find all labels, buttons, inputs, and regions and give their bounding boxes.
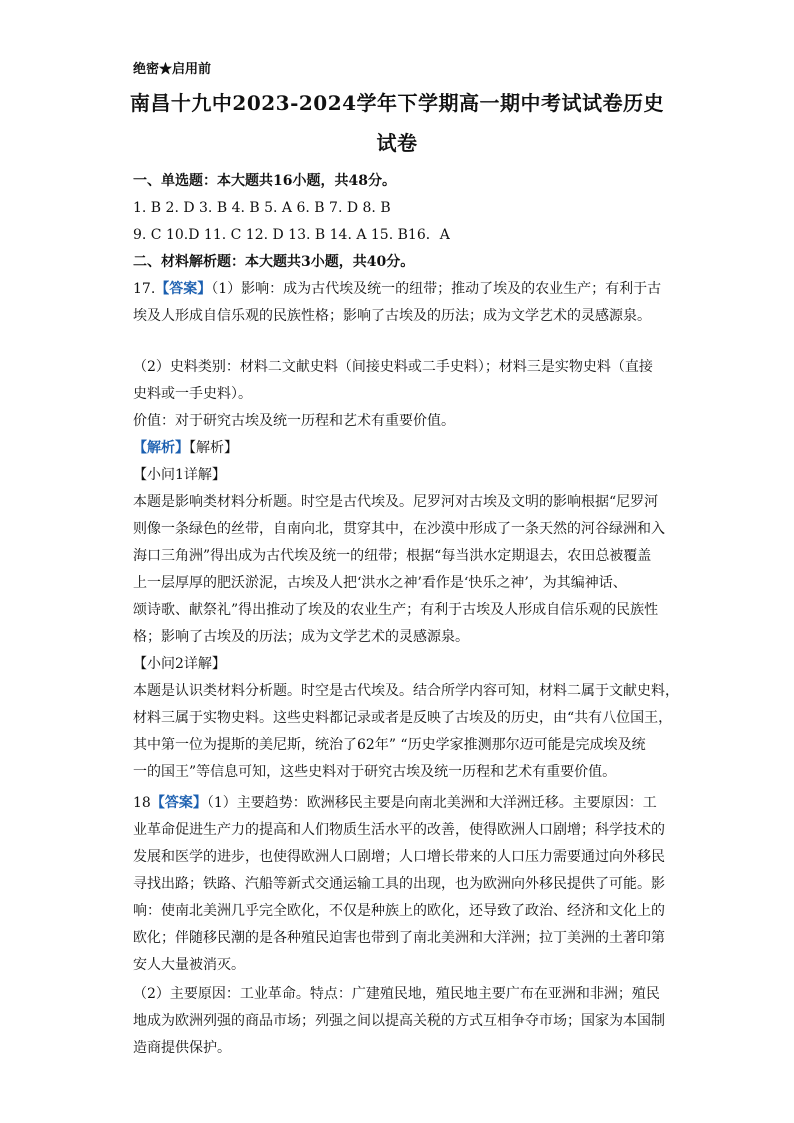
q17-sub2-line: 材料三属于实物史料。这些史料都记录或者是反映了古埃及的历史，由“共有八位国王， bbox=[133, 710, 673, 726]
answers-row-2: 9. C 10.D 11. C 12. D 13. B 14. A 15. B16．A bbox=[133, 227, 450, 243]
q17-sub1-line: 本题是影响类材料分析题。时空是古代埃及。尼罗河对古埃及文明的影响根据“尼罗河 bbox=[133, 494, 659, 510]
q18-ans1-line: 寻找出路；铁路、汽船等新式交通运输工具的出现，也为欧洲向外移民提供了可能。影 bbox=[133, 876, 665, 892]
q18-answer-line bbox=[133, 793, 657, 813]
q17-answer-tag: 【答案】 bbox=[155, 281, 212, 297]
q17-answer-line bbox=[133, 279, 661, 299]
q17-sub2-line: 一的国王”等信息可知，这些史料对于研究古埃及统一历程和艺术有重要价值。 bbox=[133, 764, 617, 780]
q18-number: 18 bbox=[133, 795, 151, 811]
q17-analysis-tag: 【解析】 bbox=[133, 440, 189, 456]
q17-sub2-line: 其中第一位为提斯的美尼斯，统治了62年” “历史学家推测那尔迈可能是完成埃及统 bbox=[133, 737, 646, 753]
page-title-line1: 南昌十九中2023-2024学年下学期高一期中考试试卷历史 bbox=[129, 91, 665, 115]
q17-sub2-line: 本题是认识类材料分析题。时空是古代埃及。结合所学内容可知，材料二属于文献史料， bbox=[133, 683, 679, 699]
section1-heading: 一、单选题：本大题共16小题，共48分。 bbox=[133, 173, 396, 189]
secret-tag: 绝密★启用前 bbox=[133, 62, 212, 77]
q17-value-line: 价值：对于研究古埃及统一历程和艺术有重要价值。 bbox=[133, 413, 455, 429]
q18-ans1-line: 安人大量被消灭。 bbox=[133, 957, 245, 973]
q17-ans2-line2: 史料或一手史料）。 bbox=[133, 386, 252, 402]
q18-ans2-line: （2）主要原因：工业革命。特点：广建殖民地，殖民地主要广布在亚洲和非洲；殖民 bbox=[133, 986, 660, 1002]
q17-ans1-line2: 埃及人形成自信乐观的民族性格；影响了古埃及的历法；成为文学艺术的灵感源泉。 bbox=[133, 308, 651, 324]
q18-ans2-line: 地成为欧洲列强的商品市场；列强之间以提高关税的方式互相争夺市场；国家为本国制 bbox=[133, 1013, 665, 1029]
q17-analysis-tags bbox=[133, 438, 238, 458]
q18-ans1-line: 业革命促进生产力的提高和人们物质生活水平的改善，使得欧洲人口剧增；科学技术的 bbox=[133, 822, 665, 838]
q17-analysis-tag-2: 【解析】 bbox=[189, 440, 238, 456]
q17-sub2-heading: 【小问2详解】 bbox=[133, 656, 226, 672]
page-title-line2: 试卷 bbox=[376, 131, 418, 155]
q17-sub1-heading: 【小问1详解】 bbox=[133, 467, 226, 483]
q17-ans1-line1: （1）影响：成为古代埃及统一的纽带；推动了埃及的农业生产；有利于古 bbox=[211, 281, 662, 297]
q17-number: 17. bbox=[133, 281, 156, 297]
answers-row-1: 1. B 2. D 3. B 4. B 5. A 6. B 7. D 8. B bbox=[133, 200, 391, 216]
q18-ans1-first: （1）主要趋势：欧洲移民主要是向南北美洲和大洋洲迁移。主要原因：工 bbox=[206, 795, 657, 811]
q17-sub1-line: 则像一条绿色的丝带，自南向北，贯穿其中，在沙漠中形成了一条天然的河谷绿洲和入 bbox=[133, 521, 665, 537]
section2-heading: 二、材料解析题：本大题共3小题，共40分。 bbox=[133, 254, 415, 270]
q18-ans1-line: 响：使南北美洲几乎完全欧化，不仅是种族上的欧化，还导致了政治、经济和文化上的 bbox=[133, 903, 665, 919]
q17-sub1-line: 颂诗歌、献祭礼”得出推动了埃及的农业生产；有利于古埃及人形成自信乐观的民族性 bbox=[133, 602, 659, 618]
q18-ans1-line: 发展和医学的进步，也使得欧洲人口剧增；人口增长带来的人口压力需要通过向外移民 bbox=[133, 849, 665, 865]
q17-sub1-line: 海口三角洲”得出成为古代埃及统一的纽带；根据“每当洪水定期退去，农田总被覆盖 bbox=[133, 548, 652, 564]
q18-answer-tag: 【答案】 bbox=[150, 795, 207, 811]
q18-ans2-line: 造商提供保护。 bbox=[133, 1040, 231, 1056]
q17-ans2-line1: （2）史料类别：材料二文献史料（间接史料或二手史料）；材料三是实物史料（直接 bbox=[133, 359, 653, 375]
q17-sub1-line: 上一层厚厚的肥沃淤泥，古埃及人把‘洪水之神’看作是‘快乐之神’，为其编神话、 bbox=[133, 575, 627, 591]
q18-ans1-line: 欧化；伴随移民潮的是各种殖民迫害也带到了南北美洲和大洋洲；拉丁美洲的土著印第 bbox=[133, 930, 665, 946]
q17-sub1-line: 格；影响了古埃及的历法；成为文学艺术的灵感源泉。 bbox=[133, 629, 469, 645]
